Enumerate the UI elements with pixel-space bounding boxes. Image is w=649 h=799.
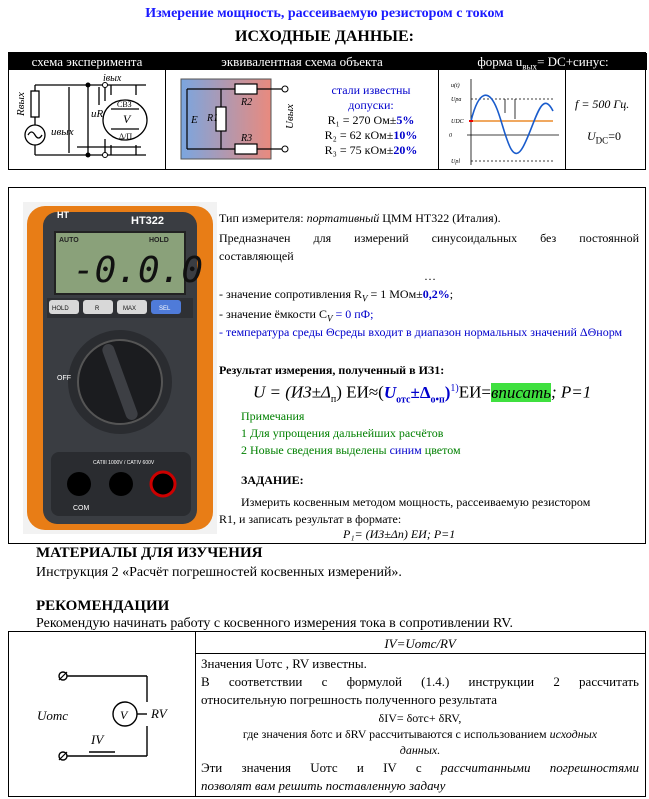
task-line-3: P₁= (ИЗ±Δп) ЕИ; P=1 <box>343 527 456 541</box>
freq-label: f = 500 Гц. <box>575 97 630 111</box>
result-head: Результат измерения, полученный в ИЗ1: <box>219 363 445 377</box>
fill-in-field[interactable]: вписать <box>491 382 552 402</box>
note-1: 1 Для упрощения дальнейших расчётов <box>241 426 444 440</box>
eq-label-r3: R3 <box>241 133 253 144</box>
meter-purpose-1: Предназначен для измерений синусоидальных без постоянной <box>219 231 639 245</box>
svg-text:UDC: UDC <box>451 119 464 125</box>
svg-text:COM: COM <box>73 505 90 512</box>
t3-line-4: δIV= δотс+ δRV, <box>378 711 462 725</box>
svg-text:HT: HT <box>57 210 69 220</box>
spec-capacity: - значение ёмкости $C_V = 0$ пФ; <box>219 307 374 324</box>
recommendation-table <box>8 631 646 797</box>
scheme-label-rvyx: Rвых <box>15 92 27 116</box>
svg-text:MAX: MAX <box>123 306 137 312</box>
svg-text:SEL: SEL <box>159 306 171 312</box>
note-2: 2 Новые сведения выделены синим цветом <box>241 443 461 457</box>
task-line-2: R1, и записать результат в формате: <box>219 512 402 526</box>
materials-text: Инструкция 2 «Расчёт погрешностей косвенных измерений». <box>36 565 402 580</box>
t3-line-3: относительную погрешность полученного результата <box>201 692 498 707</box>
section-subtitle: ИСХОДНЫЕ ДАННЫЕ: <box>235 28 414 45</box>
header-signal-form: форма $u_{вых}=$ DC+синус: <box>439 53 647 70</box>
scheme-label-svz: СВЗ <box>117 100 132 109</box>
t3-line-5: где значения δотс и δRV рассчитываются с использованием исходных <box>242 727 598 741</box>
current-formula: IV=Uотс/RV <box>384 636 456 651</box>
circuit-label-u: Uотс <box>37 708 69 723</box>
svg-text:R: R <box>95 306 100 312</box>
svg-text:HT322: HT322 <box>131 215 165 227</box>
equivalent-scheme-diagram <box>179 77 297 163</box>
scheme-label-ivyx: iвых <box>103 73 122 84</box>
svg-text:0: 0 <box>449 133 452 139</box>
svg-text:OFF: OFF <box>57 375 71 382</box>
instrument-box <box>8 187 646 544</box>
given-tolerances: стали известны допуски: R₁ = 270 Ом±5% R₂ = 62 кОм±10% R₃ = 75 кОм±20% <box>324 83 418 157</box>
spec-resistance: - значение сопротивления $R_V = 1$ МОм±0,2%; <box>219 287 454 304</box>
svg-text:-0.0.0: -0.0.0 <box>73 250 204 291</box>
result-formula: $U = (ИЗ\pm\Delta_п)$ $ЕИ\approx(U_{отс}\pm\Delta_{о•п})^{1)}ЕИ=вписать$; P=1 <box>253 382 592 406</box>
meter-type: Тип измерителя: портативный ЦММ HT322 (Италия). <box>219 211 501 225</box>
task-head: ЗАДАНИЕ: <box>241 473 304 487</box>
meter-purpose-2: составляющей <box>219 249 294 263</box>
signal-form-graph <box>445 73 563 167</box>
experiment-scheme-diagram <box>11 73 163 167</box>
svg-text:Upl: Upl <box>451 159 460 165</box>
scheme-label-uvyx: uвых <box>51 126 74 138</box>
scheme-label-v: V <box>123 112 131 126</box>
multimeter-photo <box>23 202 217 534</box>
t3-line-8: позволят вам решить поставленную задачу <box>201 778 446 793</box>
svg-text:u(t): u(t) <box>451 83 460 89</box>
eq-label-uvyx: Uвых <box>284 103 296 129</box>
t3-line-7: Эти значения Uотс и IV с рассчитанными погрешностями <box>201 760 639 775</box>
circuit-label-r: RV <box>151 706 167 721</box>
ellipsis: … <box>424 269 436 283</box>
t3-line-6: данных. <box>399 743 441 757</box>
udc-label: $U_{DC}=0$ <box>587 129 621 146</box>
circuit-label-i: IV <box>91 732 104 747</box>
svg-text:CATIII 1000V / CATIV 600V: CATIII 1000V / CATIV 600V <box>93 460 155 466</box>
circuit-label-v: V <box>120 708 128 722</box>
svg-text:Upa: Upa <box>451 97 462 103</box>
current-circuit-diagram <box>37 654 177 774</box>
scheme-label-ur: uR <box>91 108 104 120</box>
page-title: Измерение мощность, рассеиваемую резистором с током <box>145 6 504 21</box>
recs-text: Рекомендую начинать работу с косвенного измерения тока в сопротивлении RV. <box>36 616 514 631</box>
header-experiment-scheme: схема эксперимента <box>9 53 165 70</box>
materials-head: МАТЕРИАЛЫ ДЛЯ ИЗУЧЕНИЯ <box>36 545 263 561</box>
t3-line-1: Значения Uотс , RV известны. <box>201 656 367 671</box>
svg-text:HOLD: HOLD <box>52 306 69 312</box>
recs-head: РЕКОМЕНДАЦИИ <box>36 598 170 614</box>
eq-label-r2: R2 <box>241 97 253 108</box>
task-line-1: Измерить косвенным методом мощность, рассеиваемую резистором <box>241 495 591 509</box>
scheme-label-dpi: Δ/П <box>119 132 133 141</box>
t3-line-2: В соответствии с формулой (1.4.) инструкции 2 рассчитать <box>201 674 639 689</box>
header-equivalent-scheme: эквивалентная схема объекта <box>166 53 438 70</box>
eq-label-e: E <box>191 114 198 126</box>
eq-label-r1: R1 <box>207 113 219 124</box>
spec-temperature: - температура среды Θсреды входит в диапазон нормальных значений ΔΘнорм <box>219 325 623 339</box>
svg-text:AUTO: AUTO <box>59 237 79 244</box>
initial-data-table <box>8 52 646 170</box>
notes-head: Примечания <box>241 409 305 423</box>
svg-text:HOLD: HOLD <box>149 237 169 244</box>
